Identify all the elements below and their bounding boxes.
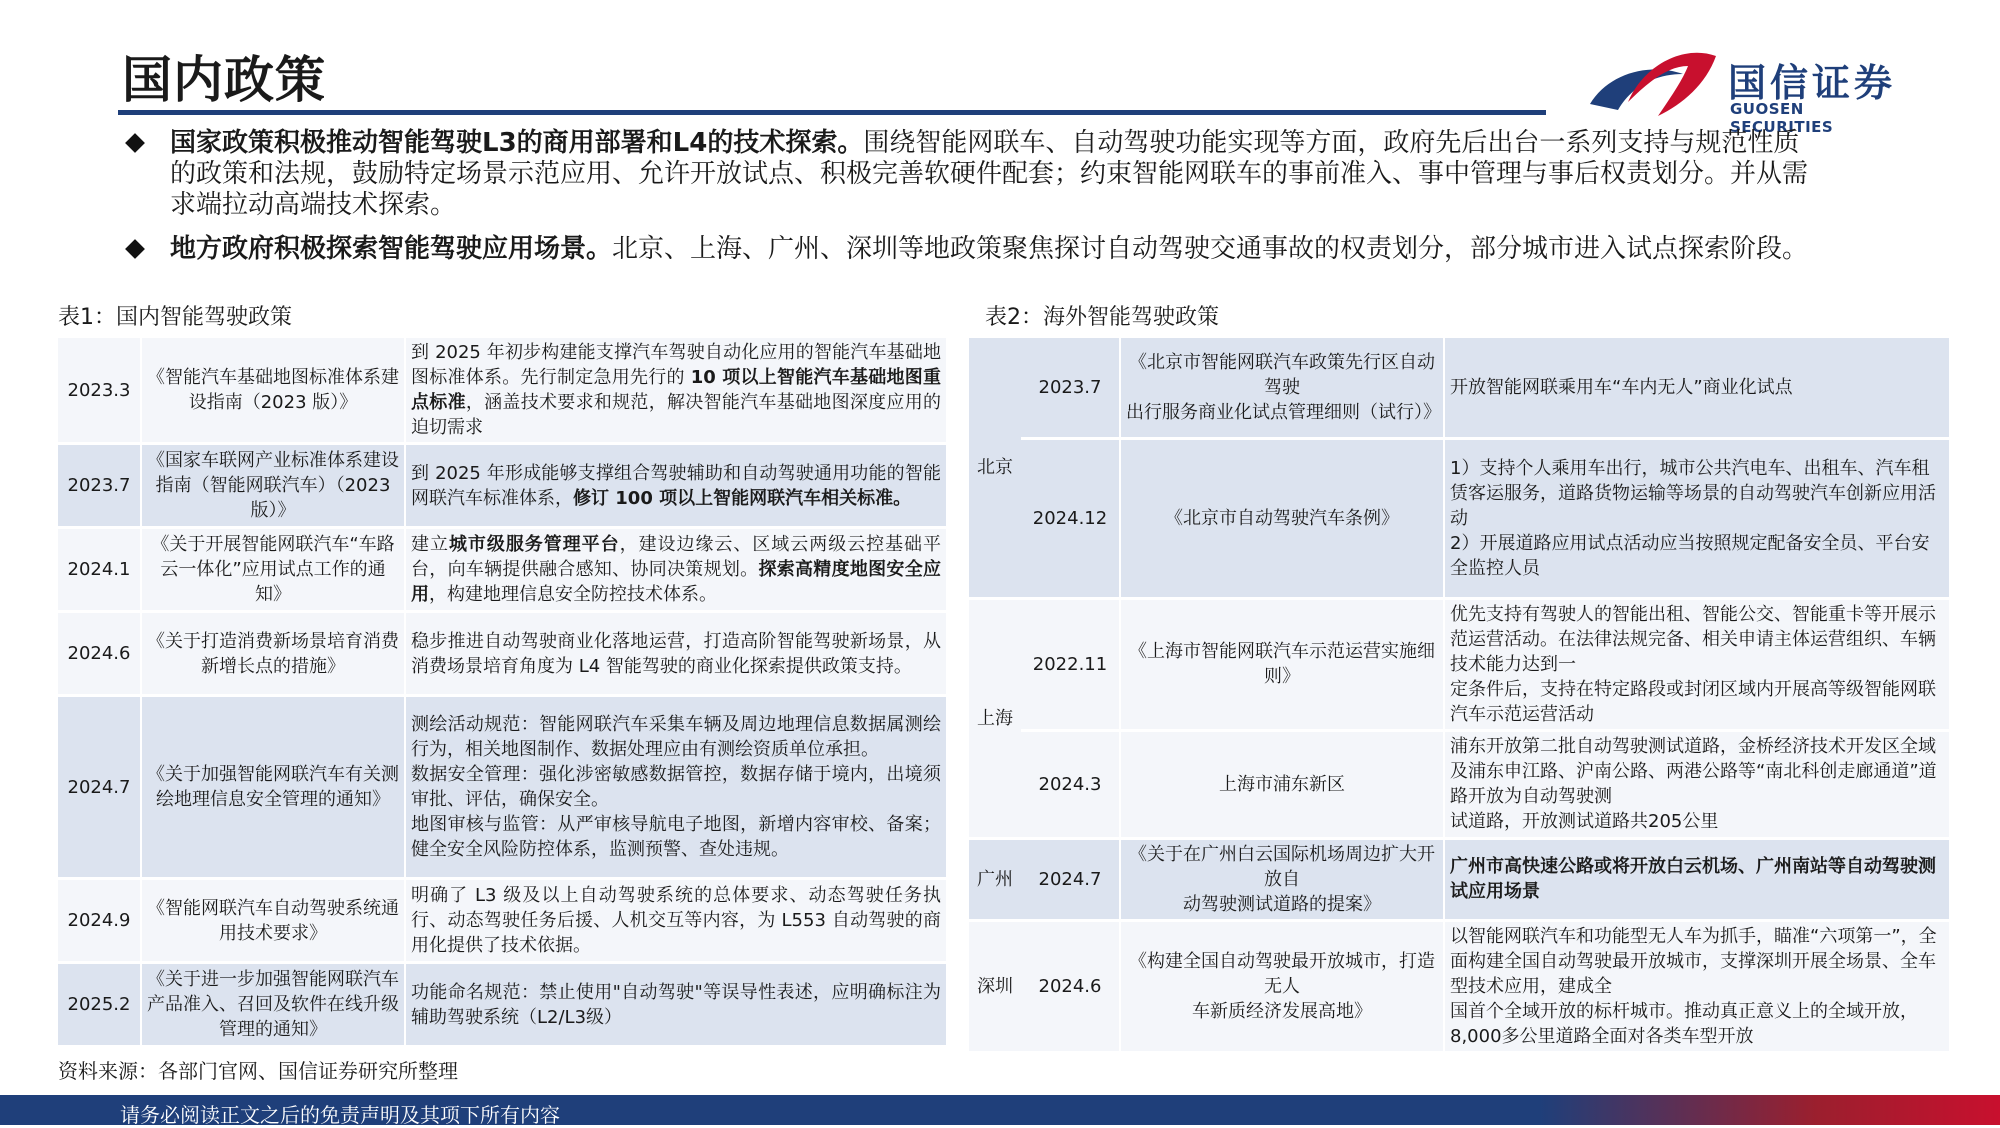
policy-desc: 测绘活动规范：智能网联汽车采集车辆及周边地理信息数据属测绘行为，相关地图制作、数据处理应由有测绘资质单位承担。 数据安全管理：强化涉密敏感数据管控，数据存储于境内，出境须审批、评估，确保安全。 地图审核与监管：从严审核导航电子地图，新增内容审校、备案；健全安全风险防控体系，监测预警、查处违规。 [405, 696, 946, 879]
diamond-bullet-icon [125, 239, 145, 259]
regional-policy-table [969, 338, 1949, 1054]
policy-date: 2022.11 [1021, 598, 1120, 730]
table-row [58, 696, 946, 879]
policy-name: 《北京市自动驾驶汽车条例》 [1120, 438, 1444, 598]
table-row [58, 879, 946, 963]
page-title: 国内政策 [122, 51, 326, 109]
policy-date: 2023.3 [58, 338, 141, 444]
logo-text-en: GUOSEN SECURITIES [1730, 100, 1834, 136]
policy-date: 2023.7 [58, 444, 141, 528]
policy-date: 2024.7 [1021, 838, 1120, 920]
logo-mark-icon [1588, 44, 1718, 124]
city-label: 北京 [969, 338, 1021, 598]
summary-bullets [120, 128, 1820, 278]
policy-name: 《构建全国自动驾驶最开放城市，打造无人 车新质经济发展高地》 [1120, 920, 1444, 1052]
table-row [969, 838, 1949, 920]
table-row [969, 338, 1949, 438]
footer-bar [0, 1095, 2000, 1125]
policy-desc: 优先支持有驾驶人的智能出租、智能公交、智能重卡等开展示范运营活动。在法律法规完备、相关申请主体运营组织、车辆技术能力达到一 定条件后，支持在特定路段或封闭区域内开展高等级智能网联汽车示范运营活动 [1444, 598, 1949, 730]
policy-desc: 1）支持个人乘用车出行，城市公共汽电车、出租车、汽车租赁客运服务，道路货物运输等场景的自动驾驶汽车创新应用活动 2）开展道路应用试点活动应当按照规定配备安全员、平台安全监控人员 [1444, 438, 1949, 598]
table-row [58, 444, 946, 528]
policy-name: 《关于开展智能网联汽车“车路云一体化”应用试点工作的通知》 [141, 528, 405, 612]
policy-name: 《智能网联汽车自动驾驶系统通用技术要求》 [141, 879, 405, 963]
bullet-lead: 地方政府积极探索智能驾驶应用场景。 [170, 234, 613, 264]
table-row [58, 612, 946, 696]
table-row [58, 963, 946, 1047]
table1-caption: 表1：国内智能驾驶政策 [58, 305, 292, 330]
policy-desc: 功能命名规范：禁止使用"自动驾驶"等误导性表述，应明确标注为辅助驾驶系统（L2/L3级） [405, 963, 946, 1047]
policy-date: 2023.7 [1021, 338, 1120, 438]
policy-name: 《智能汽车基础地图标准体系建设指南（2023 版）》 [141, 338, 405, 444]
logo-text-cn: 国信证券 [1728, 61, 1897, 105]
table-row [969, 920, 1949, 1052]
policy-name: 《上海市智能网联汽车示范运营实施细则》 [1120, 598, 1444, 730]
policy-name: 《北京市智能网联汽车政策先行区自动驾驶 出行服务商业化试点管理细则（试行）》 [1120, 338, 1444, 438]
policy-date: 2024.1 [58, 528, 141, 612]
city-label: 上海 [969, 598, 1021, 838]
bullet-item [120, 128, 1820, 221]
city-label: 广州 [969, 838, 1021, 920]
policy-name: 《关于加强智能网联汽车有关测绘地理信息安全管理的通知》 [141, 696, 405, 879]
policy-date: 2025.2 [58, 963, 141, 1047]
disclaimer-text: 请务必阅读正文之后的免责声明及其项下所有内容 [120, 1103, 560, 1127]
policy-name: 《国家车联网产业标准体系建设指南（智能网联汽车）（2023 版）》 [141, 444, 405, 528]
policy-desc: 广州市高快速公路或将开放白云机场、广州南站等自动驾驶测试应用场景 [1444, 838, 1949, 920]
policy-desc: 以智能网联汽车和功能型无人车为抓手，瞄准“六项第一”，全面构建全国自动驾驶最开放城市，支撑深圳开展全场景、全车型技术应用，建成全 国首个全域开放的标杆城市。推动真正意义上的全域开放，8,000多公里道路全面对各类车型开放 [1444, 920, 1949, 1052]
policy-date: 2024.6 [1021, 920, 1120, 1052]
source-note: 资料来源：各部门官网、国信证券研究所整理 [58, 1059, 458, 1083]
policy-date: 2024.6 [58, 612, 141, 696]
policy-date: 2024.12 [1021, 438, 1120, 598]
city-label: 深圳 [969, 920, 1021, 1052]
policy-date: 2024.7 [58, 696, 141, 879]
table2-caption: 表2：海外智能驾驶政策 [985, 305, 1219, 330]
table-row [58, 528, 946, 612]
policy-desc: 到 2025 年形成能够支撑组合驾驶辅助和自动驾驶通用功能的智能网联汽车标准体系，修订 100 项以上智能网联汽车相关标准。 [405, 444, 946, 528]
table-row [58, 338, 946, 444]
footer-accent [1540, 1095, 2000, 1125]
policy-name: 《关于打造消费新场景培育消费新增长点的措施》 [141, 612, 405, 696]
table-row [969, 730, 1949, 838]
policy-desc: 建立城市级服务管理平台，建设边缘云、区域云两级云控基础平台，向车辆提供融合感知、协同决策规划。探索高精度地图安全应用，构建地理信息安全防控技术体系。 [405, 528, 946, 612]
policy-desc: 到 2025 年初步构建能支撑汽车驾驶自动化应用的智能汽车基础地图标准体系。先行制定急用先行的 10 项以上智能汽车基础地图重点标准，涵盖技术要求和规范，解决智能汽车基础地图深度应用的迫切需求 [405, 338, 946, 444]
policy-desc: 浦东开放第二批自动驾驶测试道路，金桥经济技术开发区全域及浦东申江路、沪南公路、两港公路等“南北科创走廊通道”道路开放为自动驾驶测 试道路，开放测试道路共205公里 [1444, 730, 1949, 838]
policy-desc: 稳步推进自动驾驶商业化落地运营，打造高阶智能驾驶新场景，从消费场景培育角度为 L4 智能驾驶的商业化探索提供政策支持。 [405, 612, 946, 696]
title-rule [118, 110, 1546, 115]
table-row [969, 438, 1949, 598]
company-logo [1588, 44, 1898, 136]
policy-date: 2024.9 [58, 879, 141, 963]
policy-name: 《关于进一步加强智能网联汽车产品准入、召回及软件在线升级管理的通知》 [141, 963, 405, 1047]
policy-name: 上海市浦东新区 [1120, 730, 1444, 838]
domestic-policy-table [58, 338, 946, 1048]
bullet-lead: 国家政策积极推动智能驾驶L3的商用部署和L4的技术探索。 [170, 128, 864, 158]
diamond-bullet-icon [125, 133, 145, 153]
bullet-text: 北京、上海、广州、深圳等地政策聚焦探讨自动驾驶交通事故的权责划分，部分城市进入试点探索阶段。 [612, 234, 1809, 264]
table-row [969, 598, 1949, 730]
policy-desc: 明确了 L3 级及以上自动驾驶系统的总体要求、动态驾驶任务执行、动态驾驶任务后援、人机交互等内容，为 L553 自动驾驶的商用化提供了技术依据。 [405, 879, 946, 963]
policy-date: 2024.3 [1021, 730, 1120, 838]
bullet-text: 围绕智能网联车、自动驾驶功能实现等方面，政府先后出台一系列支持与规范性质的政策和法规，鼓励特定场景示范应用、允许开放试点、积极完善软硬件配套；约束智能网联车的事前准入、事中管理与事后权责划分。并从需求端拉动高端技术探索。 [170, 128, 1809, 220]
policy-desc: 开放智能网联乘用车“车内无人”商业化试点 [1444, 338, 1949, 438]
bullet-item [120, 234, 1820, 265]
policy-name: 《关于在广州白云国际机场周边扩大开放自 动驾驶测试道路的提案》 [1120, 838, 1444, 920]
